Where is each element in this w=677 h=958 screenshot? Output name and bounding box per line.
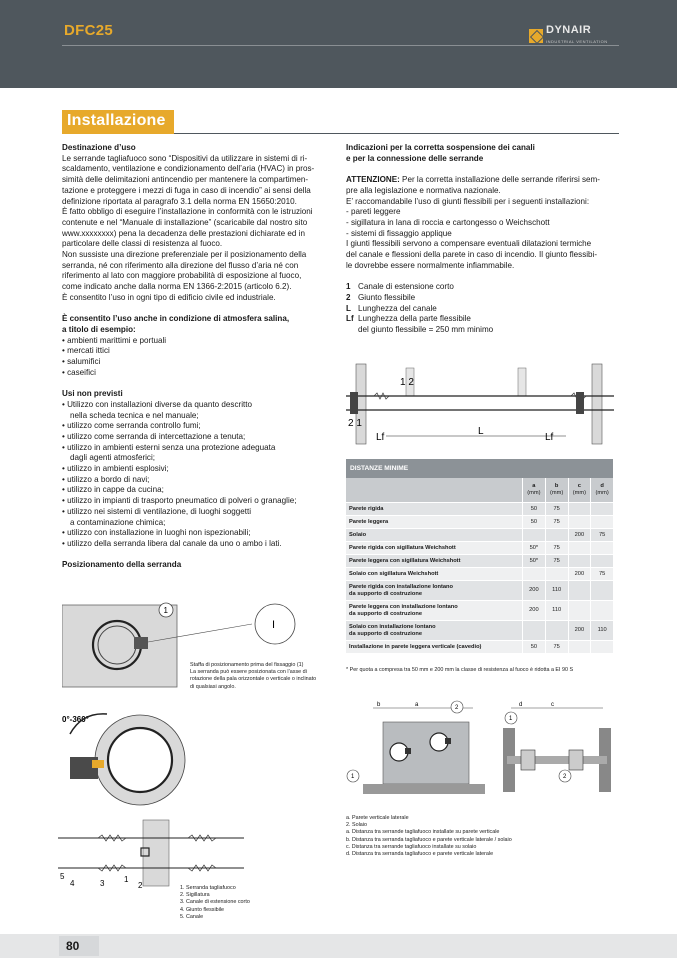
text-line: Non sussiste una direzione preferenziale per il posizionamento della xyxy=(62,250,307,260)
actuator-label xyxy=(92,760,104,768)
list-item: • utilizzo come serranda di intercettazione a tenuta; xyxy=(62,431,246,441)
text-line: le dovrebbe essere normalmente infiammabile. xyxy=(346,260,515,270)
distances-table xyxy=(346,459,613,654)
text-line: pre alla legislazione e normativa nazionale. xyxy=(346,185,501,195)
callout-number: 1 xyxy=(163,606,168,615)
def-item: Lf Lunghezza della parte flessibile xyxy=(346,314,471,324)
table-row: Parete rigida con installazione lontano da supporto di costruzione 200 110 xyxy=(346,581,613,601)
list-item: dagli agenti atmosferici; xyxy=(70,453,156,463)
right-text-column xyxy=(346,143,614,336)
section-legend: 1. Serranda tagliafuoco 2. Sigillatura 3. Canale di estensione corto 4. Giunto flessibile 5. Canale xyxy=(180,885,250,920)
angle-label: 0°-360° xyxy=(62,715,89,724)
table-row: Parete leggera con installazione lontano da supporto di costruzione 200 110 xyxy=(346,601,613,621)
list-item: nella scheda tecnica e nel manuale; xyxy=(70,410,199,420)
label-l: L xyxy=(478,426,484,437)
suspension-subtitle: e per la connessione delle serrande xyxy=(346,153,484,163)
table-row: Parete rigida con sigillatura Weichshott 50* 75 xyxy=(346,542,613,555)
svg-text:1: 1 xyxy=(509,716,513,722)
brand-logo xyxy=(529,25,608,47)
def-item: 1 Canale di estensione corto xyxy=(346,282,454,292)
text-line: tazione e proteggere i mezzi di fuga in caso di incendio” ai sensi della xyxy=(62,185,311,195)
list-item: • utilizzo con installazione in luoghi non ispezionabili; xyxy=(62,528,251,538)
list-item: • utilizzo in impianti di trasporto pneumatico di polveri o granaglie; xyxy=(62,496,297,506)
label-lf-left: Lf xyxy=(376,432,385,443)
text-line: - pareti leggere xyxy=(346,207,401,217)
dim-c: c xyxy=(551,702,554,708)
positioning-title: Posizionamento della serranda xyxy=(62,560,182,570)
table-header-row: a (mm) b (mm) c (mm) d (mm) xyxy=(346,478,613,503)
section-tab xyxy=(62,110,174,134)
callout-2: 2 xyxy=(138,881,143,890)
duct-section-drawing xyxy=(58,818,244,890)
saline-subtitle: a titolo di esempio: xyxy=(62,324,136,334)
logo-text: DYNAIR xyxy=(546,24,592,36)
list-item: • utilizzo della serranda libera dal canale da uno o ambo i lati. xyxy=(62,538,282,548)
list-item: • mercati ittici xyxy=(62,346,110,356)
list-item: • utilizzo in cappe da cucina; xyxy=(62,485,164,495)
list-item: a contaminazione chimica; xyxy=(70,517,166,527)
callout-3: 3 xyxy=(100,879,105,888)
text-line: definizione riportata al paragrafo 3.1 della norma EN 15650:2010. xyxy=(62,196,297,206)
logo-subtitle: INDUSTRIAL VENTILATION xyxy=(546,39,608,44)
table-row: Solaio con sigillatura Weichshott 200 75 xyxy=(346,568,613,581)
def-item: L Lunghezza del canale xyxy=(346,303,437,313)
left-text-column xyxy=(62,143,332,571)
callout-4: 4 xyxy=(70,879,75,888)
suspension-diagram xyxy=(346,356,614,448)
def-item: 2 Giunto flessibile xyxy=(346,292,416,302)
list-item: • utilizzo in ambienti esterni senza una protezione adeguata xyxy=(62,442,276,452)
table-row: Parete leggera 50 75 xyxy=(346,516,613,529)
table-row: Parete leggera con sigillatura Weichshott 50* 75 xyxy=(346,555,613,568)
text-line: È fatto obbligo di eseguire l’installazione in conformità con le istruzioni xyxy=(62,207,313,217)
svg-text:2: 2 xyxy=(563,774,567,780)
list-item: • utilizzo come serranda controllo fumi; xyxy=(62,421,201,431)
text-line: riferimento al lato con maggiore probabilità di esposizione al fuoco, xyxy=(62,271,302,281)
text-line: Le serrande tagliafuoco sono “Dispositivi da utilizzare in sistemi di ri- xyxy=(62,153,308,163)
page-footer xyxy=(0,934,677,958)
label-lf-right: Lf xyxy=(545,432,554,443)
callout-2: 2 xyxy=(455,705,459,711)
wall-section xyxy=(143,820,169,886)
distances-diagram xyxy=(343,698,615,808)
list-item: • ambienti marittimi e portuali xyxy=(62,335,167,345)
list-item: • utilizzo nei sistemi di ventilazione, di luoghi soggetti xyxy=(62,506,252,516)
table-row: Parete rigida 50 75 xyxy=(346,503,613,516)
list-item: • Utilizzo con installazioni diverse da quanto descritto xyxy=(62,399,252,409)
text-line: simità delle delimitazioni antincendio per mantenere la compartimen- xyxy=(62,175,309,185)
page-number: 80 xyxy=(59,936,99,956)
floor-slab xyxy=(363,784,485,794)
list-item: • caseifici xyxy=(62,367,96,377)
label-2-1: 2 1 xyxy=(348,418,362,429)
wall-block xyxy=(62,605,177,687)
text-line: particolare delle classi di resistenza al fuoco. xyxy=(62,239,223,249)
bracket xyxy=(134,637,148,649)
distances-legend: a. Parete verticale laterale 2. Solaio a. Distanza tra serrande tagliafuoco installate su parete verticale b. Distanza tra serranda tagliafuoco e parete verticale laterale / solaio c. Distanza tra serrande tagliafuoco installate su solaio d. Distanza tra serranda tagliafuoco e parete verticale laterale xyxy=(346,815,512,858)
nonuse-title: Usi non previsti xyxy=(62,389,123,399)
text-line: www.xxxxxxxx) pena la decadenza delle prestazioni dichiarate ed in xyxy=(62,228,305,238)
suspension-title: Indicazioni per la corretta sospensione dei canali xyxy=(346,143,535,152)
def-extra: del giunto flessibile = 250 mm minimo xyxy=(358,324,494,334)
right-wall xyxy=(592,364,602,444)
logo-icon xyxy=(529,29,543,43)
text-line: del canale e flessioni della parete in caso di incendio. Il giunto flessibi- xyxy=(346,250,598,260)
table-title: DISTANZE MINIME xyxy=(346,459,613,478)
callout-1: 1 xyxy=(351,774,355,780)
callout-5: 5 xyxy=(60,872,65,881)
page-header xyxy=(0,0,677,88)
table-row: Solaio con installazione lontano da supporto di costruzione 200 110 xyxy=(346,621,613,641)
positioning-caption: Staffa di posizionamento prima del fissaggio (1) La serranda può essere posizionata con l’asse di rotazione della pala orizzontale o verticale o inclinato di qualsiasi angolo. xyxy=(190,662,317,690)
rotated-damper xyxy=(108,728,172,792)
text-line: serranda, né con riferimento alla direzione del flusso d’aria né con xyxy=(62,260,299,270)
section-title: Installazione xyxy=(67,112,166,129)
text-line: E’ raccomandabile l’uso di giunti flessibili per i seguenti installazioni: xyxy=(346,196,590,206)
text-line: contenute e nel “Manuale di installazione” (scaricabile dal nostro sito xyxy=(62,217,308,227)
detail-label: I xyxy=(272,619,276,631)
callout-1: 1 xyxy=(124,875,129,884)
dim-d: d xyxy=(519,702,523,708)
destination-title: Destinazione d’uso xyxy=(62,143,136,152)
text-line: - sistemi di fissaggio applique xyxy=(346,228,452,238)
warning-line: ATTENZIONE: Per la corretta installazione delle serrande riferirsi sem- xyxy=(346,175,600,185)
text-line: È consentito l’uso in ogni tipo di edificio civile ed industriale. xyxy=(62,292,276,302)
table-row: Solaio 200 75 xyxy=(346,529,613,542)
product-code: DFC25 xyxy=(64,22,114,39)
section-bar xyxy=(62,110,619,134)
positioning-drawing xyxy=(62,602,337,810)
list-item: • salumifici xyxy=(62,357,101,367)
list-item: • utilizzo a bordo di navi; xyxy=(62,474,150,484)
table-footnote: * Per quota a compresa tra 50 mm e 200 mm la classe di resistenza al fuoco è ridotta a EI 90 S xyxy=(346,667,574,673)
table-row: Installazione in parete leggera verticale (cavedio) 50 75 xyxy=(346,641,613,654)
text-line: scaldamento, ventilazione e condizionamento dell’aria (HVAC) in pros- xyxy=(62,164,315,174)
saline-title: È consentito l’uso anche in condizione di atmosfera salina, xyxy=(62,314,290,324)
list-item: • utilizzo in ambienti esplosivi; xyxy=(62,464,169,474)
text-line: come indicato anche dalla norma EN 1366-2:2015 (articolo 6.2). xyxy=(62,282,292,292)
text-line: I giunti flessibili servono a compensare eventuali dilatazioni termiche xyxy=(346,239,592,249)
dim-a: a xyxy=(415,702,419,708)
warning-label: ATTENZIONE: xyxy=(346,175,400,185)
label-1-2: 1 2 xyxy=(400,377,414,388)
dim-b: b xyxy=(377,702,381,708)
text-line: - sigillatura in lana di roccia e cartongesso o Weichschott xyxy=(346,217,550,227)
